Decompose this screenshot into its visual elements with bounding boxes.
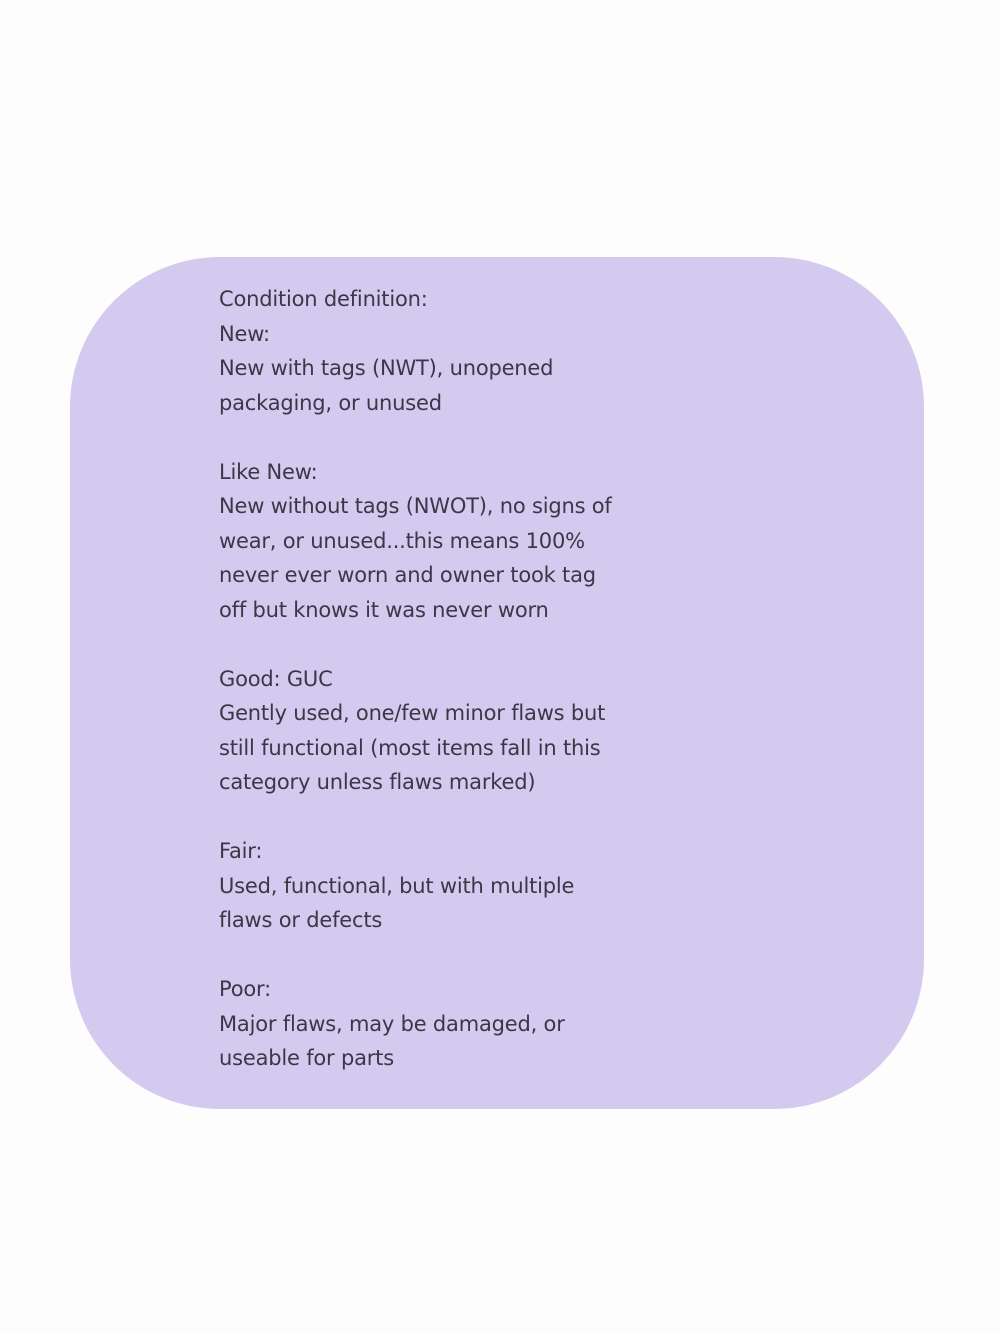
section-text-good: still functional (most items fall in this xyxy=(219,735,601,760)
section-title-fair: Fair: xyxy=(219,839,263,863)
spacer xyxy=(219,938,924,973)
section-text-like-new: New without tags (NWOT), no signs of xyxy=(219,494,612,518)
section-text-fair: Used, functional, but with multiple xyxy=(219,873,575,898)
condition-card xyxy=(70,257,924,1109)
section-title-poor: Poor: xyxy=(219,977,271,1001)
section-text-good: Gently used, one/few minor flaws but xyxy=(219,701,606,725)
section-text-good: category unless flaws marked) xyxy=(219,770,536,794)
section-text-poor: useable for parts xyxy=(219,1046,394,1070)
section-title-new: New: xyxy=(219,321,270,346)
spacer xyxy=(219,420,924,455)
section-title-like-new: Like New: xyxy=(219,459,318,484)
condition-text xyxy=(219,282,924,1076)
section-text-poor: Major flaws, may be damaged, or xyxy=(219,1011,565,1036)
section-text-like-new: wear, or unused...this means 100% xyxy=(219,528,585,553)
section-text-new: packaging, or unused xyxy=(219,390,442,415)
spacer xyxy=(219,627,924,662)
card-heading: Condition definition: xyxy=(219,287,428,311)
section-text-like-new: off but knows it was never worn xyxy=(219,597,549,622)
spacer xyxy=(219,800,924,835)
section-text-like-new: never ever worn and owner took tag xyxy=(219,563,596,587)
section-text-new: New with tags (NWT), unopened xyxy=(219,356,554,380)
section-text-fair: flaws or defects xyxy=(219,908,383,932)
section-title-good: Good: GUC xyxy=(219,666,333,691)
